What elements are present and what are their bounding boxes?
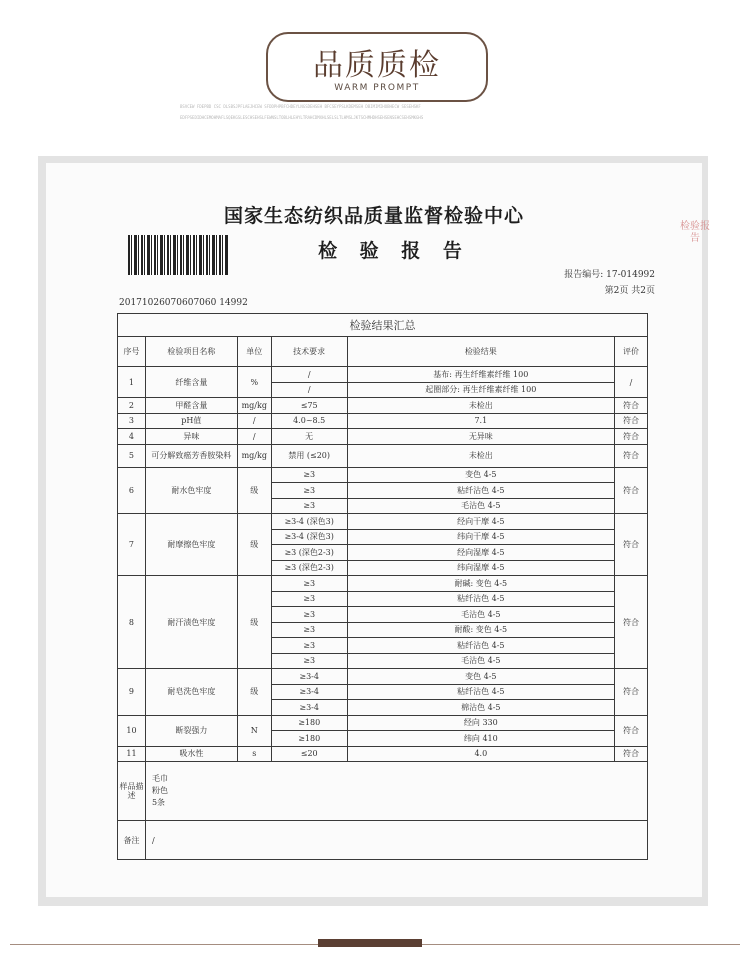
title-box — [266, 32, 488, 102]
row-requirement: ≥3 — [271, 591, 347, 607]
row-requirement: ≥3-4 — [271, 700, 347, 716]
sample-line: 5条 — [151, 798, 166, 807]
row-result: 基布: 再生纤维素纤维 100 — [347, 367, 614, 383]
sample-line: 粉色 — [151, 786, 168, 795]
report-subtitle: 检 验 报 告 — [318, 240, 470, 262]
table-row — [118, 467, 648, 483]
row-unit: % — [237, 367, 271, 398]
table-row — [118, 746, 648, 762]
row-no: 4 — [118, 429, 146, 445]
row-name: 耐汗渍色牢度 — [145, 576, 237, 669]
row-evaluation: 符合 — [615, 746, 648, 762]
row-no: 10 — [118, 715, 146, 746]
row-name: 断裂强力 — [145, 715, 237, 746]
fine-print-line-2: EDFPSEDIDHCEMOHMAFLSQEKGSLESCHSEHSLFEWNSLTOBLHLEHYLTRAHCDMXHLSELSLTLHMSLJKTSCHMHDHSEHSENSEHCSEHSMKGHS — [180, 115, 424, 120]
row-unit: mg/kg — [237, 398, 271, 414]
table-row — [118, 444, 648, 467]
page-number: 第2页 共2页 — [604, 286, 655, 296]
header-row — [118, 337, 648, 367]
row-requirement: ≥3 — [271, 576, 347, 592]
sample-line: 毛巾 — [151, 774, 168, 783]
row-requirement: ≥3-4 — [271, 684, 347, 700]
row-unit: N — [237, 715, 271, 746]
footer-line-left — [10, 944, 318, 945]
row-result: 未检出 — [347, 398, 614, 414]
row-result: 变色 4-5 — [347, 467, 614, 483]
row-result: 变色 4-5 — [347, 669, 614, 685]
row-evaluation: 符合 — [615, 467, 648, 514]
row-result: 棉沾色 4-5 — [347, 700, 614, 716]
row-requirement: ≥180 — [271, 731, 347, 747]
sample-row — [118, 762, 648, 821]
row-requirement: / — [271, 367, 347, 383]
row-name: pH值 — [145, 413, 237, 429]
header-item: 检验项目名称 — [145, 337, 237, 367]
report-paper — [46, 163, 710, 897]
row-evaluation: 符合 — [615, 413, 648, 429]
row-evaluation: 符合 — [615, 398, 648, 414]
remark-value: / — [145, 821, 647, 860]
row-requirement: ≥180 — [271, 715, 347, 731]
header-result: 检验结果 — [347, 337, 614, 367]
header-unit: 单位 — [237, 337, 271, 367]
report-number: 报告编号: 17-014992 — [564, 270, 655, 280]
row-evaluation: / — [615, 367, 648, 398]
summary-title: 检验结果汇总 — [118, 314, 648, 337]
row-result: 毛沾色 4-5 — [347, 498, 614, 514]
row-name: 耐皂洗色牢度 — [145, 669, 237, 716]
remark-label: 备注 — [118, 821, 146, 860]
row-requirement: ≥3 — [271, 653, 347, 669]
row-result: 无异味 — [347, 429, 614, 445]
row-evaluation: 符合 — [615, 429, 648, 445]
remark-row — [118, 821, 648, 860]
row-result: 未检出 — [347, 444, 614, 467]
red-stamp: 检验报告 — [680, 221, 710, 244]
row-requirement: ≥3 — [271, 467, 347, 483]
header-requirement: 技术要求 — [271, 337, 347, 367]
row-requirement: / — [271, 382, 347, 398]
page-subtitle: WARM PROMPT — [334, 83, 420, 93]
fine-print-line-1: BSVCEW FDEPBD CSC DLSBSJPFLAEJHCEW SFDDPHPBFCHDEYLNGSDEHSEH BFCSEYPSLKDEMSEH DBIMIMIHOBHECW SESEHSKF — [180, 104, 421, 109]
serial-number: 20171026070607060 14992 — [119, 298, 248, 308]
sample-label: 样品描述 — [118, 762, 146, 821]
row-requirement: 无 — [271, 429, 347, 445]
row-no: 7 — [118, 514, 146, 576]
row-unit: s — [237, 746, 271, 762]
table-row — [118, 576, 648, 592]
summary-title-row — [118, 314, 648, 337]
row-result: 纬向 410 — [347, 731, 614, 747]
row-unit: 级 — [237, 467, 271, 514]
row-evaluation: 符合 — [615, 514, 648, 576]
row-result: 经向 330 — [347, 715, 614, 731]
header-evaluation: 评价 — [615, 337, 648, 367]
row-evaluation: 符合 — [615, 576, 648, 669]
row-no: 2 — [118, 398, 146, 414]
row-requirement: ≥3-4 — [271, 669, 347, 685]
row-requirement: ≤20 — [271, 746, 347, 762]
table-row — [118, 669, 648, 685]
row-no: 5 — [118, 444, 146, 467]
header-no: 序号 — [118, 337, 146, 367]
row-requirement: ≤75 — [271, 398, 347, 414]
sample-description — [145, 762, 647, 821]
results-table — [117, 313, 648, 860]
row-unit: / — [237, 413, 271, 429]
barcode — [128, 235, 228, 275]
row-result: 毛沾色 4-5 — [347, 607, 614, 623]
row-no: 8 — [118, 576, 146, 669]
row-requirement: ≥3-4 (深色3) — [271, 529, 347, 545]
footer-accent-bar — [318, 939, 422, 947]
table-row — [118, 367, 648, 383]
row-result: 经向干摩 4-5 — [347, 514, 614, 530]
row-requirement: 禁用 (≤20) — [271, 444, 347, 467]
table-row — [118, 398, 648, 414]
row-unit: 级 — [237, 514, 271, 576]
row-name: 吸水性 — [145, 746, 237, 762]
row-unit: / — [237, 429, 271, 445]
row-no: 3 — [118, 413, 146, 429]
row-requirement: ≥3 — [271, 483, 347, 499]
row-requirement: 4.0~8.5 — [271, 413, 347, 429]
row-requirement: ≥3 — [271, 622, 347, 638]
row-result: 耐碱: 变色 4-5 — [347, 576, 614, 592]
row-result: 经向湿摩 4-5 — [347, 545, 614, 561]
row-result: 粘纤沾色 4-5 — [347, 591, 614, 607]
row-result: 粘纤沾色 4-5 — [347, 483, 614, 499]
row-no: 6 — [118, 467, 146, 514]
table-row — [118, 715, 648, 731]
row-no: 11 — [118, 746, 146, 762]
row-requirement: ≥3 — [271, 638, 347, 654]
page-title: 品质质检 — [313, 48, 441, 83]
row-result: 粘纤沾色 4-5 — [347, 638, 614, 654]
row-name: 纤维含量 — [145, 367, 237, 398]
row-no: 9 — [118, 669, 146, 716]
row-result: 毛沾色 4-5 — [347, 653, 614, 669]
table-row — [118, 413, 648, 429]
row-result: 起圈部分: 再生纤维素纤维 100 — [347, 382, 614, 398]
row-name: 甲醛含量 — [145, 398, 237, 414]
table-row — [118, 429, 648, 445]
row-result: 4.0 — [347, 746, 614, 762]
row-name: 耐摩擦色牢度 — [145, 514, 237, 576]
row-result: 7.1 — [347, 413, 614, 429]
row-unit: mg/kg — [237, 444, 271, 467]
row-name: 异味 — [145, 429, 237, 445]
row-no: 1 — [118, 367, 146, 398]
row-requirement: ≥3 — [271, 607, 347, 623]
report-document — [38, 156, 708, 906]
row-result: 纬向干摩 4-5 — [347, 529, 614, 545]
row-requirement: ≥3 (深色2-3) — [271, 545, 347, 561]
row-name: 可分解致癌芳香胺染料 — [145, 444, 237, 467]
row-requirement: ≥3 (深色2-3) — [271, 560, 347, 576]
row-unit: 级 — [237, 576, 271, 669]
row-evaluation: 符合 — [615, 715, 648, 746]
row-evaluation: 符合 — [615, 669, 648, 716]
row-result: 粘纤沾色 4-5 — [347, 684, 614, 700]
row-result: 纬向湿摩 4-5 — [347, 560, 614, 576]
footer-line-right — [422, 944, 740, 945]
row-evaluation: 符合 — [615, 444, 648, 467]
row-requirement: ≥3 — [271, 498, 347, 514]
row-requirement: ≥3-4 (深色3) — [271, 514, 347, 530]
row-name: 耐水色牢度 — [145, 467, 237, 514]
row-unit: 级 — [237, 669, 271, 716]
row-result: 耐酸: 变色 4-5 — [347, 622, 614, 638]
report-title: 国家生态纺织品质量监督检验中心 — [223, 205, 524, 227]
table-row — [118, 514, 648, 530]
